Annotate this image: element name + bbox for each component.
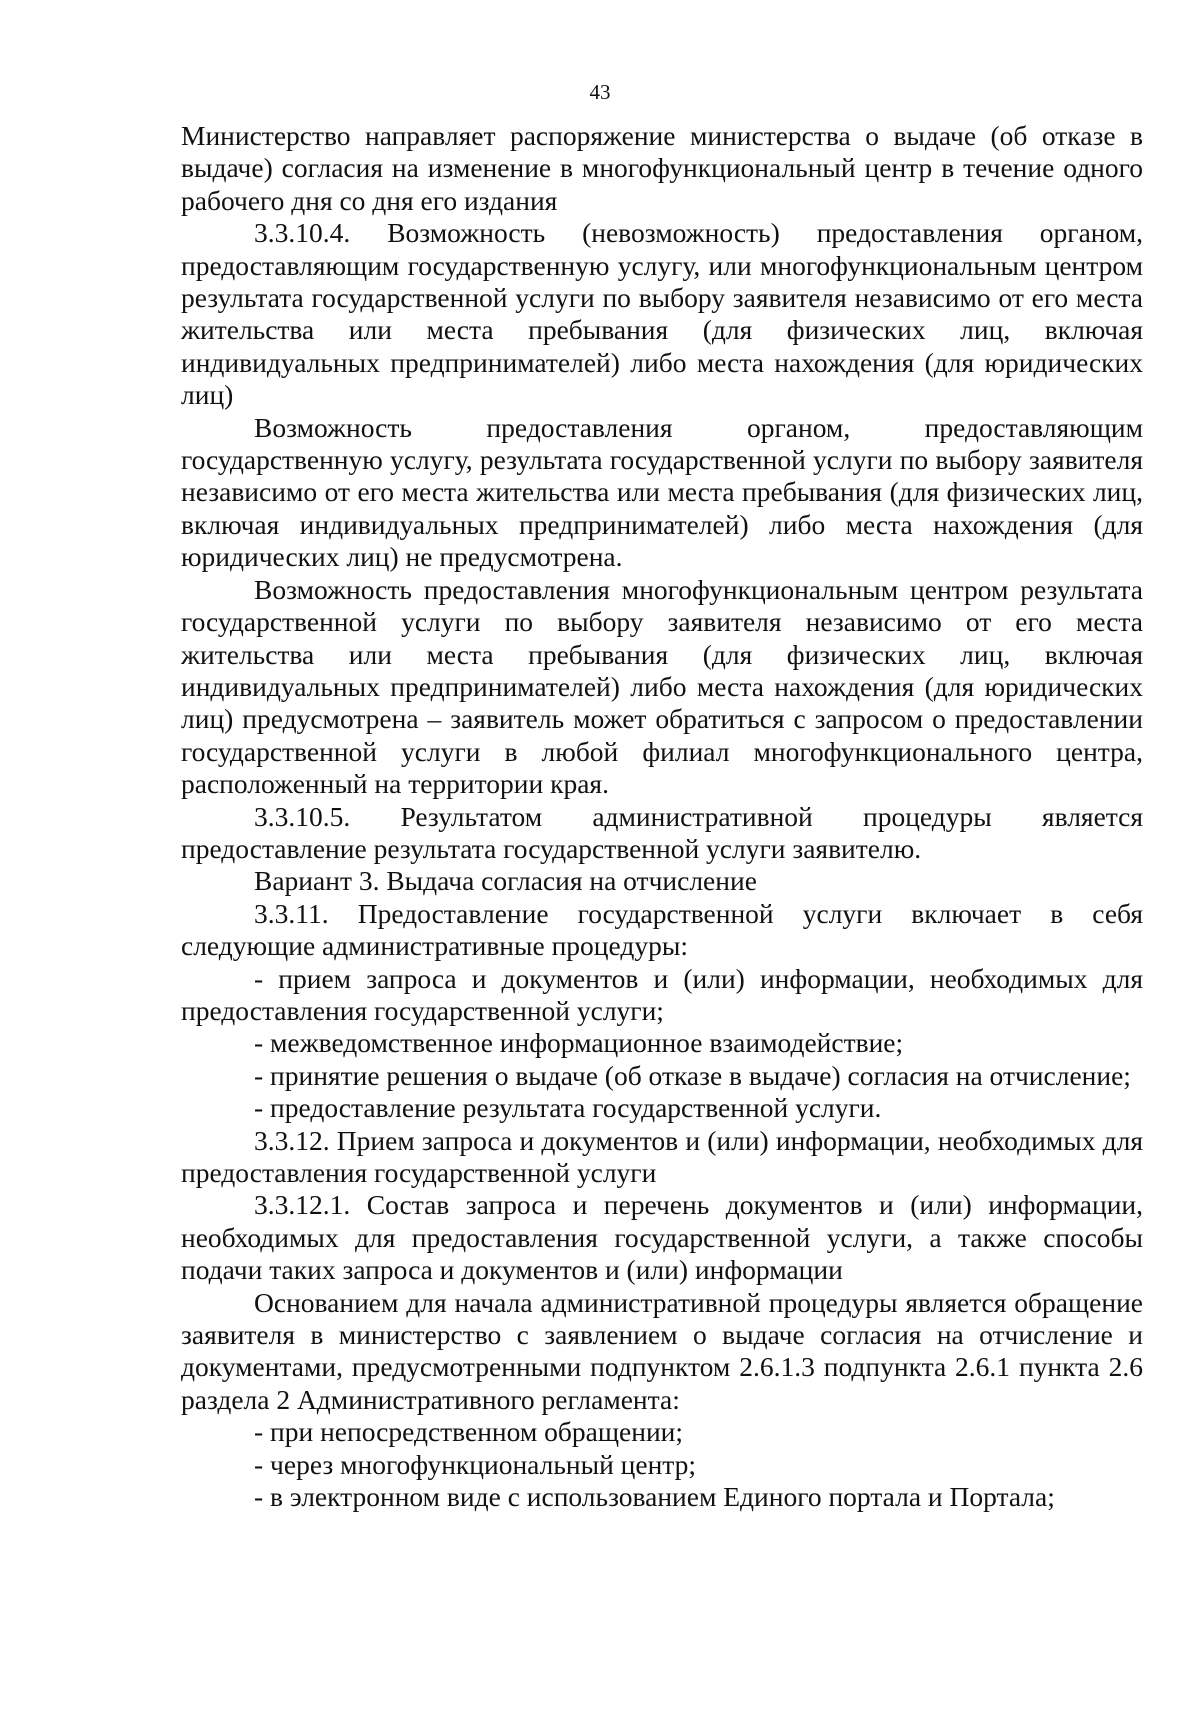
list-item: - прием запроса и документов и (или) информации, необходимых для предоставления государственной услуги; [181, 962, 1143, 1026]
section-heading: Вариант 3. Выдача согласия на отчисление [254, 865, 757, 897]
page-number: 43 [589, 80, 611, 104]
list-item: - в электронном виде с использованием Единого портала и Портала; [254, 1481, 1055, 1513]
list-item: - через многофункциональный центр; [254, 1448, 697, 1480]
list-item: - межведомственное информационное взаимодействие; [254, 1027, 904, 1059]
paragraph: 3.3.12.1. Состав запроса и перечень документов и (или) информации, необходимых для предоставления государственной услуги, а также способы подачи таких запроса и документов и (или) информации [181, 1189, 1143, 1286]
paragraph: Министерство направляет распоряжение министерства о выдаче (об отказе в выдаче) согласия на изменение в многофункциональный центр в течение одного рабочего дня со дня его издания [181, 120, 1143, 216]
paragraph: Возможность предоставления многофункциональным центром результата государственной услуги по выбору заявителя независимо от его места жительства или места пребывания (для физических лиц, включая индивидуальных предпринимателей) либо места нахождения (для юридических лиц) предусмотрена – заявитель может обратиться с запросом о предоставлении государственной услуги в любой филиал многофункционального центра, расположенный на территории края. [181, 573, 1143, 800]
paragraph: Возможность предоставления органом, предоставляющим государственную услугу, результата государственной услуги по выбору заявителя независимо от его места жительства или места пребывания (для физических лиц, включая индивидуальных предпринимателей) либо места нахождения (для юридических лиц) не предусмотрена. [181, 411, 1143, 573]
document-body [181, 120, 1143, 1513]
list-item: - принятие решения о выдаче (об отказе в выдаче) согласия на отчисление; [254, 1059, 1131, 1091]
paragraph: 3.3.10.5. Результатом административной процедуры является предоставление результата государственной услуги заявителю. [181, 800, 1143, 864]
paragraph: 3.3.11. Предоставление государственной услуги включает в себя следующие административные процедуры: [181, 897, 1143, 962]
list-item: - предоставление результата государственной услуги. [254, 1092, 882, 1124]
paragraph: 3.3.10.4. Возможность (невозможность) предоставления органом, предоставляющим государственную услугу, или многофункциональным центром результата государственной услуги по выбору заявителя независимо от его места жительства или места пребывания (для физических лиц, включая индивидуальных предпринимателей) либо места нахождения (для юридических лиц) [181, 217, 1143, 411]
list-item: - при непосредственном обращении; [254, 1416, 684, 1448]
paragraph: Основанием для начала административной процедуры является обращение заявителя в министерство с заявлением о выдаче согласия на отчисление и документами, предусмотренными подпунктом 2.6.1.3 подпункта 2.6.1 пункта 2.6 раздела 2 Административного регламента: [181, 1286, 1143, 1415]
paragraph: 3.3.12. Прием запроса и документов и (или) информации, необходимых для предоставления государственной услуги [181, 1124, 1143, 1188]
